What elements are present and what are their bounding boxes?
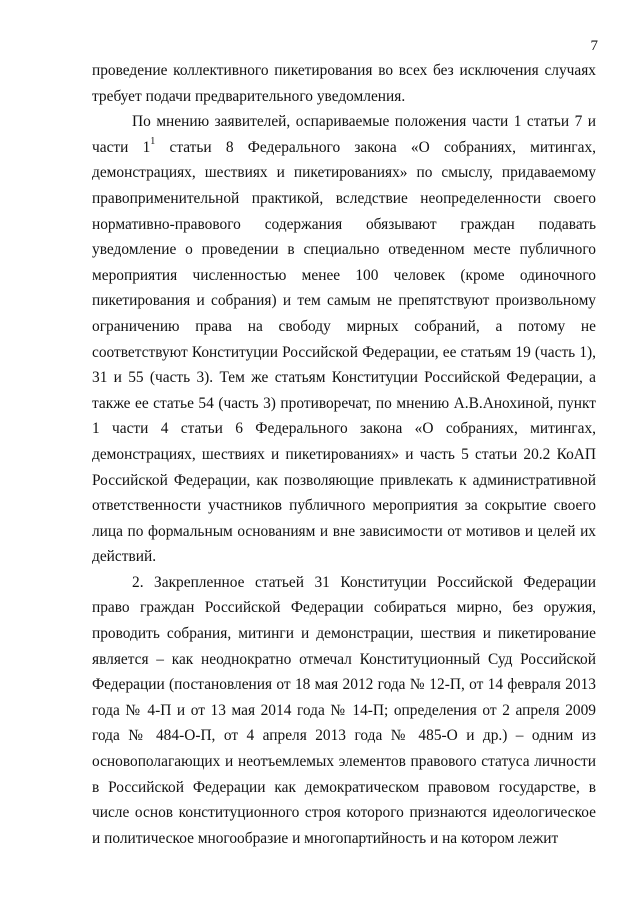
text-line: политическое многообразие и многопартийность и на котором лежит [104, 829, 559, 847]
text-line: основаниям и вне зависимости от мотивов и целей их действий. [92, 522, 596, 566]
text-line: 3). Тем же статьям Конституции Российской Федерации, а также ее статье 54 [92, 369, 596, 412]
text-line: граждан Российской Федерации собираться мирно, без оружия, проводить [92, 599, 596, 643]
text-line: уведомление о проведении в специально отведенном месте публичного [92, 241, 596, 259]
text-line: правоприменительной практикой, вследствие неопределенности своего [92, 189, 596, 207]
text-line: неоднократно отмечал Конституционный Суд Российской Федерации [92, 650, 596, 694]
text-line: (часть 3) противоречат, по мнению А.В.Анохиной, пункт 1 части 4 статьи 6 [92, 394, 596, 438]
text-line: пикетирования и собрания) и тем самым не препятствуют произвольному [92, 292, 596, 310]
text-line: мероприятия численностью менее 100 человек (кроме одиночного [92, 266, 596, 284]
text-line: неотъемлемых элементов правового статуса личности в Российской [92, 753, 596, 796]
text-line: Федерации как демократическом правовом государстве, в числе основ [92, 778, 596, 822]
text-line: Федерального закона «О собраниях, митингах, демонстрациях, шествиях и [92, 420, 596, 463]
text-line: Конституции Российской Федерации, ее статьям 19 (часть 1), 31 и 55 (часть [92, 343, 596, 387]
text-line: от 4 апреля 2013 года № 485-О и др.) – одним из основополагающих и [92, 727, 596, 771]
text-line: нормативно-правового содержания обязывают граждан подавать [92, 215, 596, 233]
text-line: конституционного строя которого признаются идеологическое и [92, 804, 597, 847]
text-line: демонстрациях, шествиях и пикетированиях» по смыслу, придаваемому [92, 164, 596, 182]
document-body [92, 58, 596, 851]
text-line: 2. Закрепленное статьей 31 Конституции Российской Федерации право [92, 573, 596, 617]
paragraph-constitutional-right [92, 570, 596, 852]
text-line: позволяющие привлекать к административной ответственности участников [92, 471, 596, 515]
text-line: По мнению заявителей, оспариваемые положения части 1 статьи 7 и [132, 113, 596, 131]
page-number: 7 [590, 38, 598, 54]
text-line: публичного мероприятия за сокрытие своего лица по формальным [92, 497, 596, 540]
text-line: статьи 8 Федерального закона «О собраниях, митингах, [169, 138, 596, 156]
superscript: 1 [150, 135, 156, 147]
text-line: пикетированиях» и часть 5 статьи 20.2 КоАП Российской Федерации, как [92, 445, 596, 489]
text-line: собрания, митинги и демонстрации, шествия и пикетирование является – как [92, 625, 596, 668]
text-line: проведение коллективного пикетирования во всех без исключения случаях [92, 62, 596, 79]
paragraph-continuation [92, 58, 596, 109]
text-line: (постановления от 18 мая 2012 года № 12-П, от 14 февраля 2013 года № 4-П и [92, 676, 596, 719]
text-line: части 1 [92, 138, 151, 156]
text-line: от 13 мая 2014 года № 14-П; определения от 2 апреля 2009 года № 484-О-П, [92, 701, 596, 745]
paragraph-applicants-opinion [92, 109, 596, 570]
text-line: ограничению права на свободу мирных собраний, а потому не соответствуют [92, 317, 596, 361]
text-line: требует подачи предварительного уведомления. [92, 87, 406, 105]
